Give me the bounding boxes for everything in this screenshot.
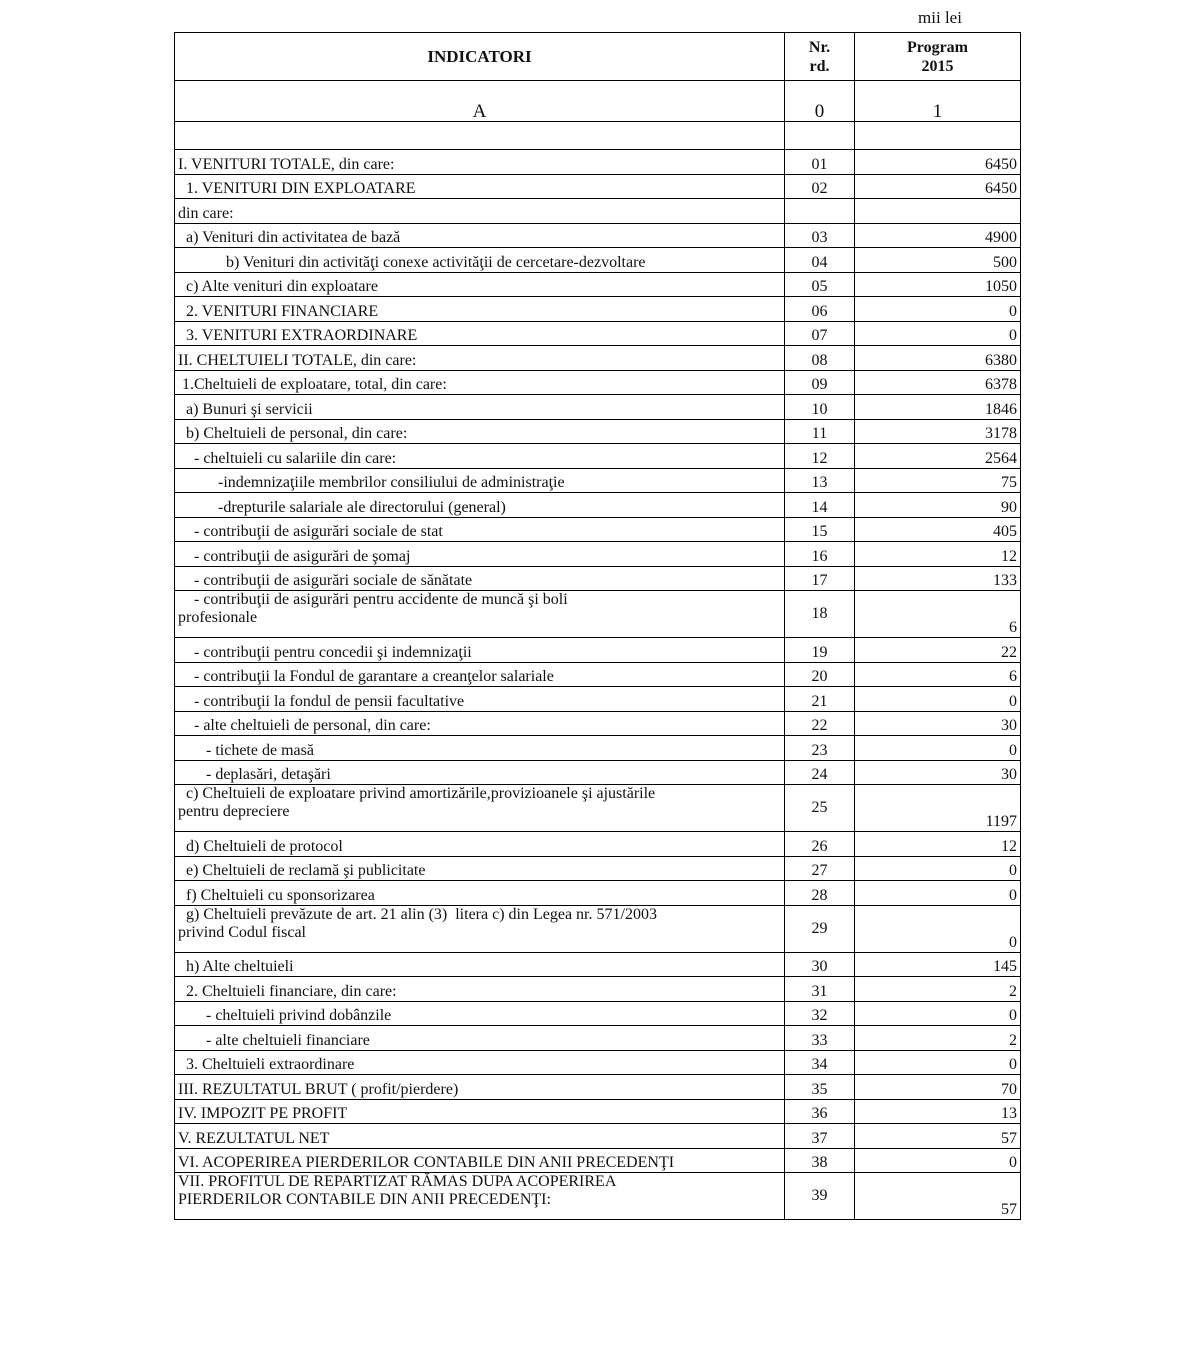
row-number: 17 — [785, 566, 855, 591]
row-indicator-label: - alte cheltuieli de personal, din care: — [175, 711, 785, 736]
row-indicator-label: - cheltuieli cu salariile din care: — [175, 444, 785, 469]
table-row — [175, 977, 1021, 1002]
table-row — [175, 566, 1021, 591]
row-number: 29 — [785, 905, 855, 952]
table-row — [175, 881, 1021, 906]
table-row — [175, 248, 1021, 273]
table-row — [175, 174, 1021, 199]
table-row — [175, 760, 1021, 785]
row-number: 38 — [785, 1148, 855, 1173]
row-number: 18 — [785, 591, 855, 638]
row-indicator-label: I. VENITURI TOTALE, din care: — [175, 150, 785, 175]
row-program-value: 500 — [855, 248, 1021, 273]
table-row — [175, 321, 1021, 346]
row-program-value: 2564 — [855, 444, 1021, 469]
row-program-value — [855, 122, 1021, 150]
row-number: 33 — [785, 1026, 855, 1051]
row-number: 35 — [785, 1075, 855, 1100]
row-program-value: 75 — [855, 468, 1021, 493]
row-number: 22 — [785, 711, 855, 736]
financial-indicators-table — [174, 32, 1021, 1220]
table-row — [175, 199, 1021, 224]
row-number: 19 — [785, 638, 855, 663]
table-row — [175, 370, 1021, 395]
row-program-value: 4900 — [855, 223, 1021, 248]
table-row — [175, 493, 1021, 518]
row-number: 13 — [785, 468, 855, 493]
table-row — [175, 517, 1021, 542]
row-number — [785, 122, 855, 150]
table-row — [175, 468, 1021, 493]
table-row — [175, 1173, 1021, 1220]
row-number: 36 — [785, 1099, 855, 1124]
table-row — [175, 1001, 1021, 1026]
table-row — [175, 785, 1021, 832]
row-number: 39 — [785, 1173, 855, 1220]
row-indicator-label: - contribuţii la fondul de pensii facultative — [175, 687, 785, 712]
row-program-value: 0 — [855, 856, 1021, 881]
row-program-value: 70 — [855, 1075, 1021, 1100]
row-program-value — [855, 199, 1021, 224]
table-row — [175, 419, 1021, 444]
row-indicator-label: 1. VENITURI DIN EXPLOATARE — [175, 174, 785, 199]
row-program-value: 0 — [855, 736, 1021, 761]
row-number: 15 — [785, 517, 855, 542]
row-indicator-label: 2. VENITURI FINANCIARE — [175, 297, 785, 322]
row-number: 04 — [785, 248, 855, 273]
table-row — [175, 905, 1021, 952]
row-indicator-label: - contribuţii de asigurări de şomaj — [175, 542, 785, 567]
table-row — [175, 223, 1021, 248]
table-row — [175, 272, 1021, 297]
row-program-value: 0 — [855, 321, 1021, 346]
row-indicator-label: - deplasări, detaşări — [175, 760, 785, 785]
row-indicator-label: f) Cheltuieli cu sponsorizarea — [175, 881, 785, 906]
row-indicator-label: - tichete de masă — [175, 736, 785, 761]
row-number: 37 — [785, 1124, 855, 1149]
row-program-value: 0 — [855, 297, 1021, 322]
row-indicator-label: - contribuţii pentru concedii şi indemnizaţii — [175, 638, 785, 663]
row-program-value: 13 — [855, 1099, 1021, 1124]
header-program-line2: 2015 — [921, 57, 954, 75]
row-program-value: 30 — [855, 711, 1021, 736]
row-indicator-label: b) Venituri din activităţi conexe activităţii de cercetare-dezvoltare — [175, 248, 785, 273]
row-indicator-label: h) Alte cheltuieli — [175, 952, 785, 977]
row-number — [785, 199, 855, 224]
row-program-value: 133 — [855, 566, 1021, 591]
row-program-value: 6450 — [855, 174, 1021, 199]
row-number: 30 — [785, 952, 855, 977]
row-indicator-label: din care: — [175, 199, 785, 224]
table-row — [175, 395, 1021, 420]
row-indicator-label: - contribuţii de asigurări sociale de sănătate — [175, 566, 785, 591]
row-program-value: 0 — [855, 687, 1021, 712]
row-program-value: 405 — [855, 517, 1021, 542]
row-number: 34 — [785, 1050, 855, 1075]
row-indicator-label: III. REZULTATUL BRUT ( profit/pierdere) — [175, 1075, 785, 1100]
row-number: 25 — [785, 785, 855, 832]
row-indicator-label: c) Cheltuieli de exploatare privind amortizările,provizioanele şi ajustările pentru depreciere — [175, 785, 785, 832]
row-indicator-label: 2. Cheltuieli financiare, din care: — [175, 977, 785, 1002]
row-number: 27 — [785, 856, 855, 881]
row-number: 12 — [785, 444, 855, 469]
row-indicator-label: 3. VENITURI EXTRAORDINARE — [175, 321, 785, 346]
row-program-value: 0 — [855, 881, 1021, 906]
row-indicator-label: 3. Cheltuieli extraordinare — [175, 1050, 785, 1075]
row-number: 26 — [785, 832, 855, 857]
header-nr-line1: Nr. — [808, 38, 831, 56]
header-program-line1: Program — [906, 38, 968, 56]
row-indicator-label — [175, 122, 785, 150]
row-number: 31 — [785, 977, 855, 1002]
row-indicator-label: a) Bunuri şi servicii — [175, 395, 785, 420]
row-program-value: 0 — [855, 1001, 1021, 1026]
row-program-value: 90 — [855, 493, 1021, 518]
row-number: 24 — [785, 760, 855, 785]
row-program-value: 0 — [855, 1050, 1021, 1075]
table-row — [175, 150, 1021, 175]
row-program-value: 1846 — [855, 395, 1021, 420]
row-number: 01 — [785, 150, 855, 175]
row-program-value: 57 — [855, 1124, 1021, 1149]
table-row — [175, 1050, 1021, 1075]
row-number: 14 — [785, 493, 855, 518]
row-indicator-label: -indemnizaţiile membrilor consiliului de administraţie — [175, 468, 785, 493]
row-indicator-label: a) Venituri din activitatea de bază — [175, 223, 785, 248]
header-program — [855, 33, 1021, 81]
col-label-0: 0 — [785, 81, 855, 122]
row-program-value: 1197 — [855, 785, 1021, 832]
table-row — [175, 638, 1021, 663]
table-row — [175, 1075, 1021, 1100]
header-nr-line2: rd. — [809, 57, 830, 75]
row-program-value: 145 — [855, 952, 1021, 977]
header-indicatori: INDICATORI — [175, 33, 785, 81]
table-row — [175, 856, 1021, 881]
row-indicator-label: - cheltuieli privind dobânzile — [175, 1001, 785, 1026]
row-indicator-label: g) Cheltuieli prevăzute de art. 21 alin (3) litera c) din Legea nr. 571/2003 privind Codul fiscal — [175, 905, 785, 952]
row-program-value: 1050 — [855, 272, 1021, 297]
col-label-a: A — [175, 81, 785, 122]
row-number: 32 — [785, 1001, 855, 1026]
col-label-1: 1 — [855, 81, 1021, 122]
table-row — [175, 952, 1021, 977]
table-row — [175, 1026, 1021, 1051]
row-number: 09 — [785, 370, 855, 395]
table-row — [175, 444, 1021, 469]
row-program-value: 0 — [855, 905, 1021, 952]
row-number: 03 — [785, 223, 855, 248]
row-program-value: 2 — [855, 977, 1021, 1002]
row-number: 10 — [785, 395, 855, 420]
row-program-value: 57 — [855, 1173, 1021, 1220]
row-number: 08 — [785, 346, 855, 371]
row-indicator-label: II. CHELTUIELI TOTALE, din care: — [175, 346, 785, 371]
row-program-value: 0 — [855, 1148, 1021, 1173]
row-number: 20 — [785, 662, 855, 687]
row-number: 16 — [785, 542, 855, 567]
table-row — [175, 346, 1021, 371]
row-program-value: 6450 — [855, 150, 1021, 175]
table-row — [175, 1148, 1021, 1173]
table-row — [175, 1124, 1021, 1149]
unit-label: mii lei — [918, 8, 962, 27]
row-indicator-label: - contribuţii la Fondul de garantare a creanţelor salariale — [175, 662, 785, 687]
row-indicator-label: -drepturile salariale ale directorului (general) — [175, 493, 785, 518]
row-program-value: 3178 — [855, 419, 1021, 444]
row-indicator-label: - alte cheltuieli financiare — [175, 1026, 785, 1051]
table-row — [175, 662, 1021, 687]
row-number: 23 — [785, 736, 855, 761]
row-program-value: 12 — [855, 542, 1021, 567]
row-indicator-label: b) Cheltuieli de personal, din care: — [175, 419, 785, 444]
row-program-value: 30 — [855, 760, 1021, 785]
row-number: 02 — [785, 174, 855, 199]
table-row — [175, 736, 1021, 761]
table-row — [175, 687, 1021, 712]
row-program-value: 2 — [855, 1026, 1021, 1051]
row-indicator-label: c) Alte venituri din exploatare — [175, 272, 785, 297]
row-number: 06 — [785, 297, 855, 322]
table-row — [175, 832, 1021, 857]
header-nr-rd — [785, 33, 855, 81]
table-row — [175, 591, 1021, 638]
row-number: 28 — [785, 881, 855, 906]
row-program-value: 6380 — [855, 346, 1021, 371]
row-program-value: 6 — [855, 591, 1021, 638]
table-row — [175, 711, 1021, 736]
row-indicator-label: - contribuţii de asigurări sociale de stat — [175, 517, 785, 542]
table-row — [175, 122, 1021, 150]
table-header-row — [175, 33, 1021, 81]
row-program-value: 6378 — [855, 370, 1021, 395]
row-program-value: 22 — [855, 638, 1021, 663]
row-program-value: 6 — [855, 662, 1021, 687]
row-indicator-label: 1.Cheltuieli de exploatare, total, din care: — [175, 370, 785, 395]
table-row — [175, 542, 1021, 567]
row-number: 21 — [785, 687, 855, 712]
row-indicator-label: VI. ACOPERIREA PIERDERILOR CONTABILE DIN ANII PRECEDENŢI — [175, 1148, 785, 1173]
row-indicator-label: - contribuţii de asigurări pentru accidente de muncă şi boli profesionale — [175, 591, 785, 638]
row-program-value: 12 — [855, 832, 1021, 857]
row-number: 11 — [785, 419, 855, 444]
row-number: 07 — [785, 321, 855, 346]
table-row — [175, 297, 1021, 322]
row-indicator-label: V. REZULTATUL NET — [175, 1124, 785, 1149]
row-indicator-label: IV. IMPOZIT PE PROFIT — [175, 1099, 785, 1124]
table-row — [175, 1099, 1021, 1124]
row-number: 05 — [785, 272, 855, 297]
row-indicator-label: VII. PROFITUL DE REPARTIZAT RĂMAS DUPA ACOPERIREA PIERDERILOR CONTABILE DIN ANII PRECEDENŢI: — [175, 1173, 785, 1220]
row-indicator-label: e) Cheltuieli de reclamă şi publicitate — [175, 856, 785, 881]
column-letter-row — [175, 81, 1021, 122]
row-indicator-label: d) Cheltuieli de protocol — [175, 832, 785, 857]
